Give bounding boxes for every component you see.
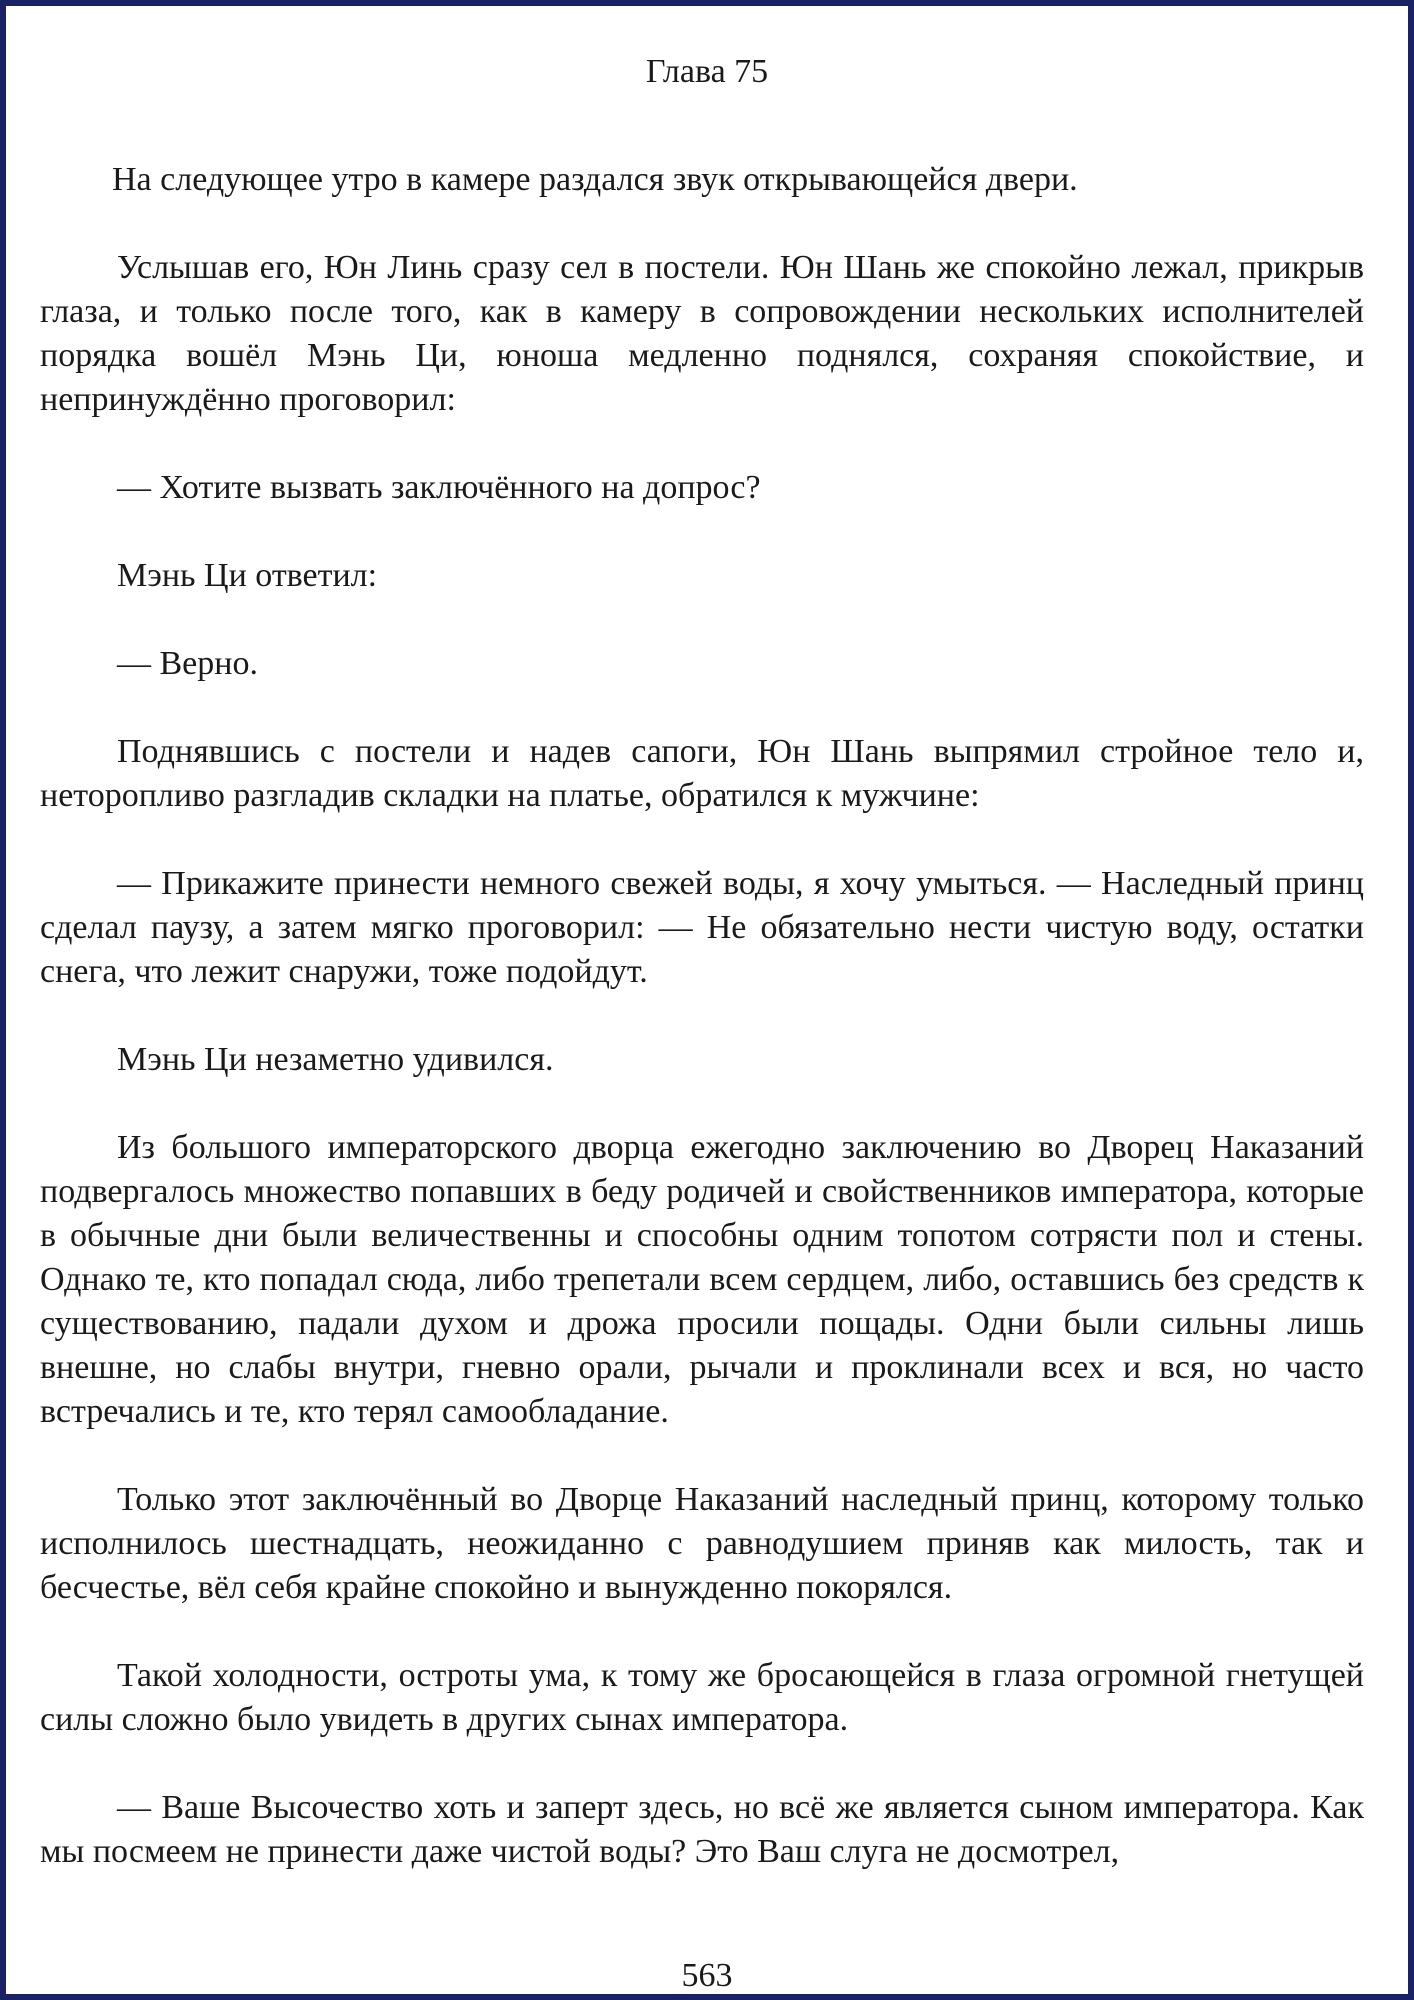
paragraph: — Прикажите принести немного свежей воды, я хочу умыться. — Наследный принц сделал паузу, а затем мягко проговорил: — Не обязательно нести чистую воду, остатки снега, что лежит снаружи, тоже подойдут. xyxy=(40,865,1364,990)
paragraph: Услышав его, Юн Линь сразу сел в постели. Юн Шань же спокойно лежал, прикрыв глаза, и только после того, как в камеру в сопровождении нескольких исполнителей порядка вошёл Мэнь Ци, юноша медленно поднялся, сохраняя спокойствие, и непринуждённо проговорил: xyxy=(40,249,1364,418)
paragraph: Из большого императорского дворца ежегодно заключению во Дворец Наказаний подвергалось множество попавших в беду родичей и свойственников императора, которые в обычные дни были величественны и способны одним топотом сотрясти пол и стены. Однако те, кто попадал сюда, либо трепетали всем сердцем, либо, оставшись без средств к существованию, падали духом и дрожа просили пощады. Одни были сильны лишь внешне, но слабы внутри, гневно орали, рычали и проклинали всех и вся, но часто встречались и те, кто терял самообладание. xyxy=(40,1129,1364,1430)
paragraph: Такой холодности, остроты ума, к тому же бросающейся в глаза огромной гнетущей силы сложно было увидеть в других сынах императора. xyxy=(40,1657,1364,1738)
paragraph: — Хотите вызвать заключённого на допрос? xyxy=(117,469,761,506)
paragraph: На следующее утро в камере раздался звук открывающейся двери. xyxy=(112,161,1078,198)
paragraph: Поднявшись с постели и надев сапоги, Юн Шань выпрямил стройное тело и, неторопливо разгладив складки на платье, обратился к мужчине: xyxy=(40,733,1364,814)
chapter-title: Глава 75 xyxy=(645,53,769,90)
paragraph: Только этот заключённый во Дворце Наказаний наследный принц, которому только исполнилось шестнадцать, неожиданно с равнодушием приняв как милость, так и бесчестье, вёл себя крайне спокойно и вынужденно покорялся. xyxy=(40,1481,1364,1606)
paragraph: — Ваше Высочество хоть и заперт здесь, но всё же является сыном императора. Как мы посмеем не принести даже чистой воды? Это Ваш слуга не досмотрел, xyxy=(40,1789,1364,1870)
page-number: 563 xyxy=(681,1957,733,1994)
page-body xyxy=(40,158,1364,1918)
paragraph: Мэнь Ци ответил: xyxy=(117,557,378,594)
paragraph: — Верно. xyxy=(117,645,258,682)
paragraph: Мэнь Ци незаметно удивился. xyxy=(117,1041,554,1078)
